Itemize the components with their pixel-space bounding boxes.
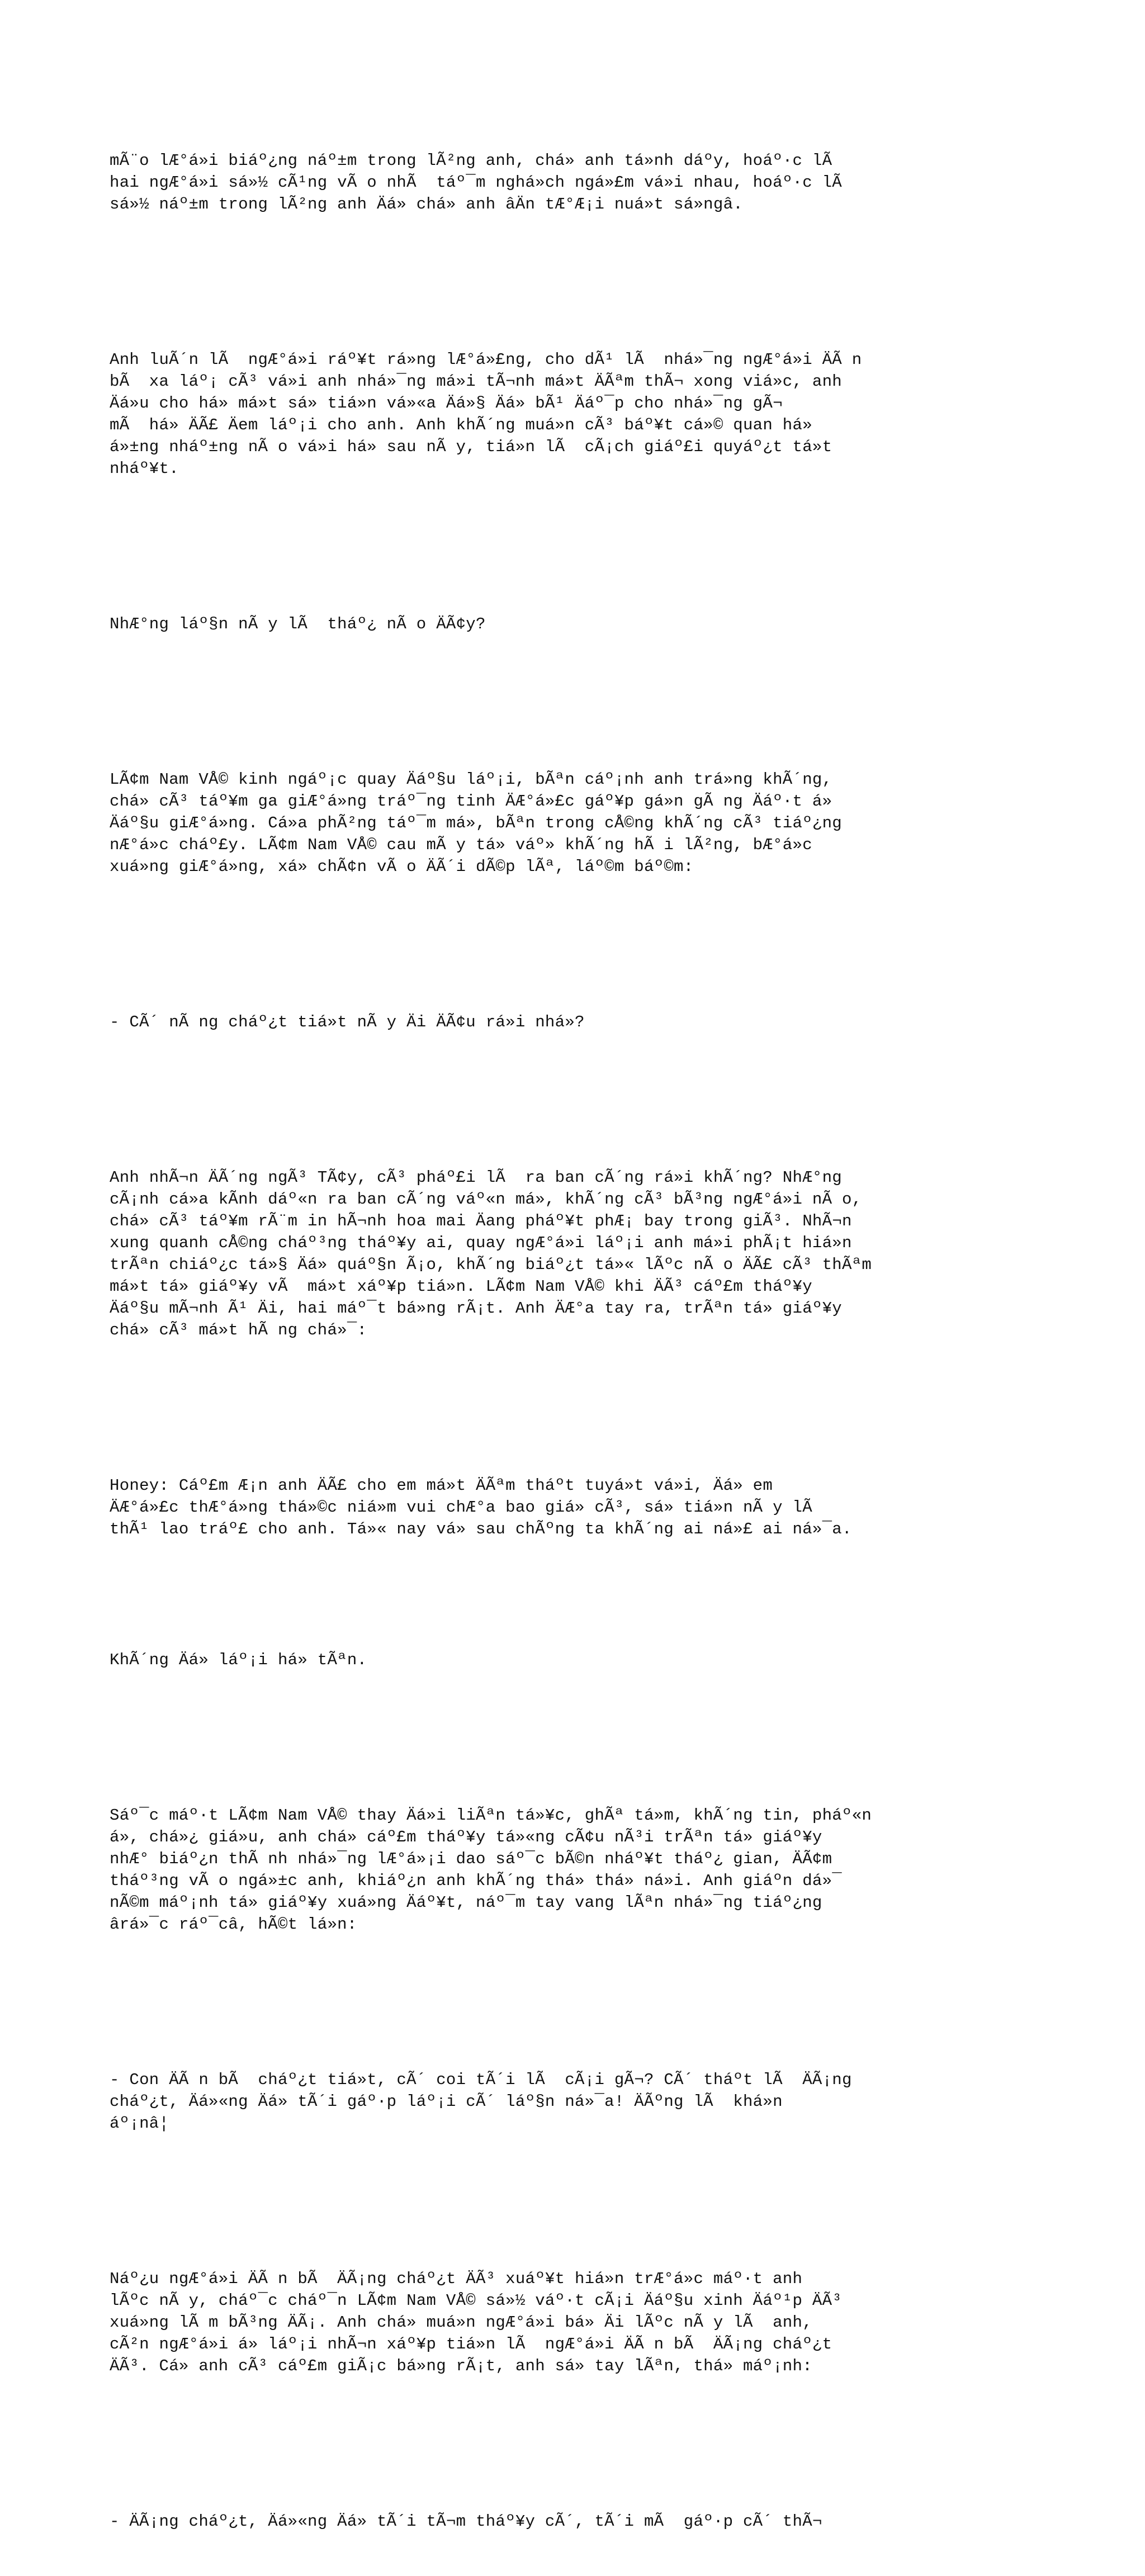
- paragraph-9: Sáº¯c máº·t LÃ¢m Nam VÅ© thay Äá»i liÃªn tá»¥c, ghÃª tá»m, khÃ´ng tin, pháº«n á», chá»¿ giá»u, anh chá» cáº£m tháº¥y tá»«ng cÃ¢u nÃ³i trÃªn tá» giáº¥y nhÆ° biáº¿n thÃ nh nhá»¯ng lÆ°á»¡i dao sáº¯c bÃ©n nháº¥t tháº¿ gian, ÄÃ¢m tháº³ng vÃ o ngá»±c anh, khiáº¿n anh khÃ´ng thá» thá» ná»i. Anh giáºn dá»¯ nÃ©m máº¡nh tá» giáº¥y xuá»ng Äáº¥t, náº¯m tay vang lÃªn nhá»¯ng tiáº¿ng ârá»¯c ráº¯câ, hÃ©t lá»n:: [110, 1806, 872, 1934]
- paragraph-3: NhÆ°ng láº§n nÃ y lÃ tháº¿ nÃ o ÄÃ¢y?: [110, 615, 486, 633]
- paragraph-4: LÃ¢m Nam VÅ© kinh ngáº¡c quay Äáº§u láº¡i, bÃªn cáº¡nh anh trá»ng khÃ´ng, chá» cÃ³ táº¥m ga giÆ°á»ng tráº¯ng tinh ÄÆ°á»£c gáº¥p gá»n gÃ ng Äáº·t á» Äáº§u giÆ°á»ng. Cá»a phÃ²ng táº¯m má», bÃªn trong cÅ©ng khÃ´ng cÃ³ tiáº¿ng nÆ°á»c cháº£y. LÃ¢m Nam VÅ© cau mÃ y tá» váº» khÃ´ng hÃ i lÃ²ng, bÆ°á»c xuá»ng giÆ°á»ng, xá» chÃ¢n vÃ o ÄÃ´i dÃ©p lÃª, láº©m báº©m:: [110, 770, 843, 876]
- paragraph-11: Náº¿u ngÆ°á»i ÄÃ n bÃ ÄÃ¡ng cháº¿t ÄÃ³ xuáº¥t hiá»n trÆ°á»c máº·t anh lÃºc nÃ y, cháº¯c cháº¯n LÃ¢m Nam VÅ© sá»½ váº·t cÃ¡i Äáº§u xinh Äáº¹p ÄÃ³ xuá»ng lÃ m bÃ³ng ÄÃ¡. Anh chá» muá»n ngÆ°á»i bá» Äi lÃºc nÃ y lÃ anh, cÃ²n ngÆ°á»i á» láº¡i nhÃ¬n xáº¥p tiá»n lÃ ngÆ°á»i ÄÃ n bÃ ÄÃ¡ng cháº¿t ÄÃ³. Cá» anh cÃ³ cáº£m giÃ¡c bá»ng rÃ¡t, anh sá» tay lÃªn, thá» máº¡nh:: [110, 2270, 843, 2375]
- paragraph-1: mÃ¨o lÆ°á»i biáº¿ng náº±m trong lÃ²ng anh, chá» anh tá»nh dáºy, hoáº·c lÃ hai ngÆ°á»i sá»½ cÃ¹ng vÃ o nhÃ táº¯m nghá»ch ngá»£m vá»i nhau, hoáº·c lÃ sá»½ náº±m trong lÃ²ng anh Äá» chá» anh âÄn tÆ°Æ¡i nuá»t sá»ngâ.: [110, 151, 843, 214]
- paragraph-8: KhÃ´ng Äá» láº¡i há» tÃªn.: [110, 1651, 367, 1669]
- document-body: [110, 106, 1060, 2576]
- paragraph-10: - Con ÄÃ n bÃ cháº¿t tiá»t, cÃ´ coi tÃ´i lÃ cÃ¡i gÃ¬? CÃ´ tháºt lÃ ÄÃ¡ng cháº¿t, Äá»«ng Äá» tÃ´i gáº·p láº¡i cÃ´ láº§n ná»¯a! ÄÃºng lÃ khá»n áº¡nâ¦: [110, 2071, 852, 2133]
- paragraph-7: Honey: Cáº£m Æ¡n anh ÄÃ£ cho em má»t ÄÃªm tháºt tuyá»t vá»i, Äá» em ÄÆ°á»£c thÆ°á»ng thá»©c niá»m vui chÆ°a bao giá» cÃ³, sá» tiá»n nÃ y lÃ thÃ¹ lao tráº£ cho anh. Tá»« nay vá» sau chÃºng ta khÃ´ng ai ná»£ ai ná»¯a.: [110, 1476, 852, 1538]
- paragraph-12: - ÄÃ¡ng cháº¿t, Äá»«ng Äá» tÃ´i tÃ¬m tháº¥y cÃ´, tÃ´i mÃ gáº·p cÃ´ thÃ¬: [110, 2512, 822, 2531]
- paragraph-6: Anh nhÃ¬n ÄÃ´ng ngÃ³ TÃ¢y, cÃ³ pháº£i lÃ ra ban cÃ´ng rá»i khÃ´ng? NhÆ°ng cÃ¡nh cá»a kÃnh dáº«n ra ban cÃ´ng váº«n má», khÃ´ng cÃ³ bÃ³ng ngÆ°á»i nÃ o, chá» cÃ³ táº¥m rÃ¨m in hÃ¬nh hoa mai Äang pháº¥t phÆ¡ bay trong giÃ³. NhÃ¬n xung quanh cÅ©ng cháº³ng tháº¥y ai, quay ngÆ°á»i láº¡i anh má»i phÃ¡t hiá»n trÃªn chiáº¿c tá»§ Äá» quáº§n Ã¡o, khÃ´ng biáº¿t tá»« lÃºc nÃ o ÄÃ£ cÃ³ thÃªm má»t tá» giáº¥y vÃ má»t xáº¥p tiá»n. LÃ¢m Nam VÅ© khi ÄÃ³ cáº£m tháº¥y Äáº§u mÃ¬nh Ã¹ Äi, hai máº¯t bá»ng rÃ¡t. Anh ÄÆ°a tay ra, trÃªn tá» giáº¥y chá» cÃ³ má»t hÃ ng chá»¯:: [110, 1168, 872, 1339]
- paragraph-5: - CÃ´ nÃ ng cháº¿t tiá»t nÃ y Äi ÄÃ¢u rá»i nhá»?: [110, 1013, 585, 1031]
- paragraph-2: Anh luÃ´n lÃ ngÆ°á»i ráº¥t rá»ng lÆ°á»£ng, cho dÃ¹ lÃ nhá»¯ng ngÆ°á»i ÄÃ n bÃ xa láº¡ cÃ³ vá»i anh nhá»¯ng má»i tÃ¬nh má»t ÄÃªm thÃ¬ xong viá»c, anh Äá»u cho há» má»t sá» tiá»n vá»«a Äá»§ Äá» bÃ¹ Äáº¯p cho nhá»¯ng gÃ¬ mÃ há» ÄÃ£ Äem láº¡i cho anh. Anh khÃ´ng muá»n cÃ³ báº¥t cá»© quan há» á»±ng nháº±ng nÃ o vá»i há» sau nÃ y, tiá»n lÃ cÃ¡ch giáº£i quyáº¿t tá»t nháº¥t.: [110, 351, 862, 478]
